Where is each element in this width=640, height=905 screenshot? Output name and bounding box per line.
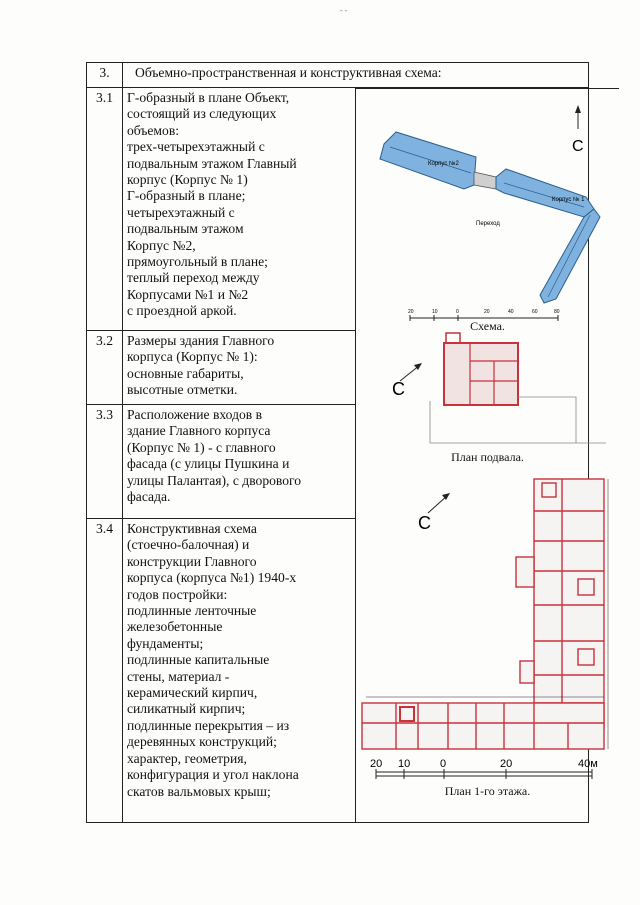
north-letter: С: [392, 379, 405, 399]
text-line: здание Главного корпуса: [127, 423, 271, 439]
scheme-caption: Схема.: [470, 319, 505, 333]
page-top-mark: - -: [340, 6, 348, 15]
text-line: (стоечно-балочная) и: [127, 537, 250, 553]
text-line: трех-четырехэтажный с: [127, 139, 265, 155]
text-line: прямоугольный в плане;: [127, 254, 268, 270]
row-text: [123, 88, 356, 331]
row-number: 3.: [87, 63, 123, 88]
floor1-plan-figure: [356, 471, 619, 811]
text-line: высотные отметки.: [127, 382, 238, 398]
row-number: 3.1: [87, 88, 123, 331]
table-row: [87, 88, 589, 331]
text-line: корпуса (Корпус № 1):: [127, 349, 258, 365]
label-korpus-1: Корпус № 1: [552, 197, 585, 203]
label-passage: Переход: [476, 221, 500, 227]
korpus-1-roof: [496, 169, 594, 217]
text-line: керамический кирпич,: [127, 685, 258, 701]
north-letter: С: [418, 513, 431, 533]
svg-text:80: 80: [554, 309, 560, 315]
svg-text:20: 20: [370, 758, 383, 770]
text-line: Расположение входов в: [127, 407, 263, 422]
north-arrow: [392, 363, 422, 399]
row-number: 3.4: [87, 519, 123, 823]
text-line: деревянных конструкций;: [127, 734, 277, 750]
basement-caption: План подвала.: [451, 450, 524, 464]
text-line: скатов вальмовых крыш;: [127, 783, 271, 799]
floor1-plan-drawing: [356, 471, 619, 811]
row-text: [123, 331, 356, 405]
north-letter: С: [572, 138, 584, 155]
site-scheme-figure: [356, 88, 619, 332]
text-line: фундаменты;: [127, 635, 204, 651]
floor1-scale-bar: [370, 758, 598, 779]
text-line: подлинные капитальные: [127, 652, 270, 668]
svg-text:10: 10: [398, 758, 411, 770]
north-arrow: [418, 493, 450, 533]
basement-plan-figure: [356, 331, 619, 471]
text-line: теплый переход между: [127, 270, 260, 286]
text-line: объемов:: [127, 122, 180, 138]
text-line: основные габариты,: [127, 365, 244, 381]
text-line: с проездной аркой.: [127, 303, 237, 319]
text-line: состоящий из следующих: [127, 106, 277, 122]
text-line: улицы Палантая), с дворового: [127, 472, 302, 488]
document-table: [86, 62, 598, 823]
svg-text:20: 20: [408, 309, 414, 315]
text-line: железобетонные: [127, 619, 223, 635]
north-arrow: [572, 105, 584, 155]
text-line: силикатный кирпич;: [127, 701, 246, 717]
site-scheme-drawing: [356, 89, 619, 332]
row-text: [123, 405, 356, 519]
row-text: [123, 519, 356, 823]
svg-text:10: 10: [432, 309, 438, 315]
label-korpus-2: Корпус №2: [428, 161, 459, 167]
svg-text:20: 20: [484, 309, 490, 315]
text-line: подлинные перекрытия – из: [127, 717, 290, 733]
text-line: конструкции Главного: [127, 553, 257, 569]
figures-column: [356, 88, 598, 823]
text-line: Г-образный в плане Объект,: [127, 90, 290, 105]
text-line: четырехэтажный с: [127, 204, 235, 220]
section-title: Объемно-пространственная и конструктивная схема:: [123, 63, 589, 88]
svg-text:0: 0: [456, 309, 459, 315]
text-line: характер, геометрия,: [127, 750, 247, 766]
text-line: (Корпус № 1) - с главного: [127, 439, 276, 455]
text-line: Конструктивная схема: [127, 521, 257, 536]
text-line: стены, материал -: [127, 668, 230, 684]
svg-text:0: 0: [440, 758, 447, 770]
text-line: подвальным этажом Главный: [127, 155, 297, 171]
svg-text:40м: 40м: [578, 758, 598, 770]
text-line: Корпус №2,: [127, 237, 196, 253]
text-line: подлинные ленточные: [127, 603, 257, 619]
svg-text:20: 20: [500, 758, 513, 770]
text-line: корпус (Корпус № 1): [127, 172, 248, 188]
korpus-1-wing-roof: [540, 209, 600, 303]
svg-text:40: 40: [508, 309, 514, 315]
text-line: Г-образный в плане;: [127, 188, 246, 204]
text-line: конфигурация и угол наклона: [127, 767, 299, 783]
text-line: Корпусами №1 и №2: [127, 286, 249, 302]
passage-roof: [474, 172, 496, 189]
text-line: фасада.: [127, 489, 171, 505]
table-row-header: [87, 63, 589, 88]
row-number: 3.3: [87, 405, 123, 519]
svg-text:60: 60: [532, 309, 538, 315]
text-line: годов постройки:: [127, 586, 228, 602]
text-line: фасада (с улицы Пушкина и: [127, 456, 290, 472]
text-line: Размеры здания Главного: [127, 333, 275, 348]
floor1-caption: План 1-го этажа.: [444, 784, 531, 798]
row-number: 3.2: [87, 331, 123, 405]
text-line: подвальным этажом: [127, 221, 244, 237]
text-line: корпуса (корпуса №1) 1940-х: [127, 570, 297, 586]
